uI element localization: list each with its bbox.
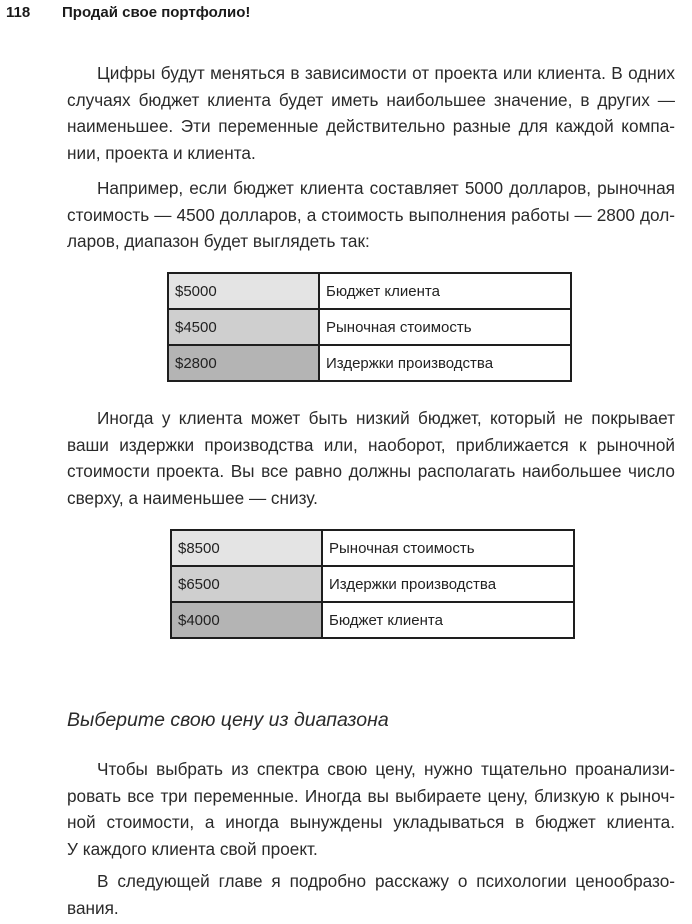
label-cell: Рыночная стоимость — [319, 309, 571, 345]
table-row — [171, 530, 574, 566]
paragraph-line: ваши издержки производства или, наоборот, приближается к рыночной — [67, 434, 675, 455]
paragraph-line: вания. — [67, 897, 119, 918]
paragraph-3 — [67, 405, 675, 511]
paragraph-line: ровать все три переменные. Иногда вы выбираете цену, близкую к рыноч- — [67, 785, 675, 806]
paragraph-line: В следующей главе я подробно расскажу о психологии ценообразо- — [97, 871, 675, 891]
paragraph-line: У каждого клиента свой проект. — [67, 838, 318, 859]
paragraph-line: ной стоимости, а иногда вынуждены укладываться в бюджет клиента. — [67, 812, 675, 832]
price-cell: $6500 — [171, 566, 322, 602]
paragraph-line: сверху, а наименьшее — снизу. — [67, 487, 318, 508]
price-cell: $8500 — [171, 530, 322, 566]
paragraph-5 — [67, 868, 675, 921]
section-title: Выберите свою цену из диапазона — [67, 709, 389, 731]
paragraph-2 — [67, 175, 675, 255]
price-range-table-2 — [170, 529, 575, 639]
price-cell: $4000 — [171, 602, 322, 638]
paragraph-line: ларов, диапазон будет выглядеть так: — [67, 231, 370, 251]
paragraph-1 — [67, 60, 675, 166]
paragraph-line: Чтобы выбрать из спектра свою цену, нужно тщательно проанализи- — [97, 759, 675, 779]
paragraph-line: наименьшее. Эти переменные действительно разные для каждой компа- — [67, 116, 675, 136]
table-row — [171, 566, 574, 602]
price-cell: $4500 — [168, 309, 319, 345]
paragraph-line: нии, проекта и клиента. — [67, 142, 256, 163]
paragraph-line: Например, если бюджет клиента составляет 5000 долларов, рыночная — [97, 178, 675, 198]
paragraph-line: стоимости проекта. Вы все равно должны располагать наибольшее число — [67, 461, 675, 481]
paragraph-line: стоимость — 4500 долларов, а стоимость выполнения работы — 2800 дол- — [67, 204, 675, 225]
table-row — [168, 345, 571, 381]
label-cell: Бюджет клиента — [319, 273, 571, 309]
running-header — [6, 4, 250, 21]
page-number: 118 — [6, 4, 31, 21]
label-cell: Рыночная стоимость — [322, 530, 574, 566]
price-range-table-1 — [167, 272, 572, 382]
table-row — [171, 602, 574, 638]
paragraph-line: Цифры будут меняться в зависимости от проекта или клиента. В одних — [97, 63, 675, 83]
paragraph-line: Иногда у клиента может быть низкий бюджет, который не покрывает — [97, 408, 675, 428]
table-row — [168, 309, 571, 345]
book-title: Продай свое портфолио! — [62, 4, 251, 21]
label-cell: Издержки производства — [322, 566, 574, 602]
price-cell: $5000 — [168, 273, 319, 309]
table-row — [168, 273, 571, 309]
paragraph-line: случаях бюджет клиента будет иметь наибольшее значение, в других — — [67, 89, 675, 110]
price-cell: $2800 — [168, 345, 319, 381]
paragraph-4 — [67, 756, 675, 862]
label-cell: Бюджет клиента — [322, 602, 574, 638]
label-cell: Издержки производства — [319, 345, 571, 381]
